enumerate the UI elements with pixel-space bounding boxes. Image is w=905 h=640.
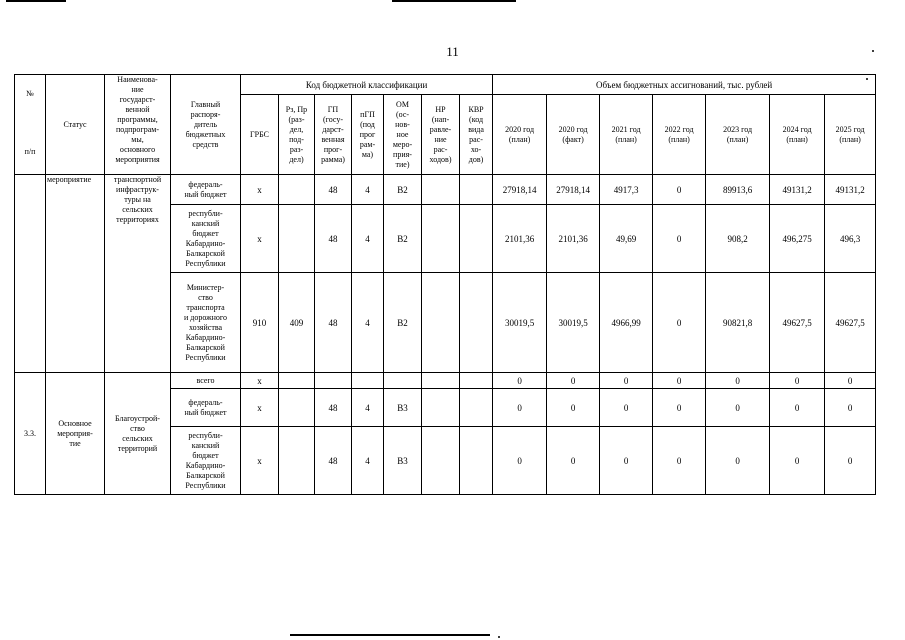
row-value: 0: [770, 373, 825, 389]
row-kvr: [460, 389, 493, 427]
row-np: [422, 389, 460, 427]
group1-name: транспортной инфраструк- туры на сельских территориях: [105, 175, 171, 373]
row-grbs: х: [241, 427, 279, 495]
row-value: 0: [770, 389, 825, 427]
row-value: 49,69: [600, 205, 653, 273]
row-value: 4966,99: [600, 273, 653, 373]
row-pgp: 4: [352, 205, 384, 273]
row-om: В2: [384, 175, 422, 205]
header-grbs: ГРБС: [241, 95, 279, 175]
row-value: 49131,2: [770, 175, 825, 205]
row-value: 89913,6: [706, 175, 770, 205]
group1-num: [15, 175, 46, 373]
group2-name: Благоустрой- ство сельских территорий: [105, 373, 171, 495]
row-gp: 48: [315, 273, 352, 373]
row-pgp: 4: [352, 427, 384, 495]
row-value: 0: [547, 427, 600, 495]
row-manager: республи- канский бюджет Кабардино- Балкарской Республики: [171, 427, 241, 495]
row-np: [422, 273, 460, 373]
row-kvr: [460, 273, 493, 373]
row-value: 0: [825, 427, 876, 495]
row-np: [422, 427, 460, 495]
row-grbs: х: [241, 175, 279, 205]
row-np: [422, 373, 460, 389]
row-pgp: 4: [352, 273, 384, 373]
header-pgp: пГП (под прог рам- ма): [352, 95, 384, 175]
budget-table: [14, 74, 876, 495]
row-om: [384, 373, 422, 389]
header-row: [15, 75, 876, 95]
row-value: 0: [653, 273, 706, 373]
header-kvr: КВР (код вида рас- хо- дов): [460, 95, 493, 175]
row-manager: всего: [171, 373, 241, 389]
row-kvr: [460, 427, 493, 495]
header-year: 2021 год (план): [600, 95, 653, 175]
header-om: ОМ (ос- нов- ное меро- прия- тие): [384, 95, 422, 175]
row-value: 0: [825, 389, 876, 427]
row-value: 27918,14: [547, 175, 600, 205]
row-rzpr: 409: [279, 273, 315, 373]
row-value: 2101,36: [493, 205, 547, 273]
row-value: 0: [653, 175, 706, 205]
row-om: В3: [384, 389, 422, 427]
table-row: [15, 373, 876, 389]
header-year: 2024 год (план): [770, 95, 825, 175]
row-om: В2: [384, 205, 422, 273]
row-pgp: 4: [352, 389, 384, 427]
row-manager: республи- канский бюджет Кабардино- Балкарской Республики: [171, 205, 241, 273]
row-gp: 48: [315, 205, 352, 273]
row-rzpr: [279, 175, 315, 205]
row-value: 0: [600, 389, 653, 427]
header-year: 2023 год (план): [706, 95, 770, 175]
row-pgp: 4: [352, 175, 384, 205]
group2-num: 3.3.: [15, 373, 46, 495]
row-om: В2: [384, 273, 422, 373]
header-manager: Главный распоря- дитель бюджетных средств: [171, 75, 241, 175]
row-value: 0: [493, 389, 547, 427]
row-rzpr: [279, 427, 315, 495]
group2-status: Основное мероприя- тие: [46, 373, 105, 495]
row-gp: [315, 373, 352, 389]
header-bk-group: Код бюджетной классификации: [241, 75, 493, 95]
row-grbs: 910: [241, 273, 279, 373]
row-rzpr: [279, 373, 315, 389]
header-year: 2020 год (факт): [547, 95, 600, 175]
row-rzpr: [279, 389, 315, 427]
table-row: [15, 175, 876, 205]
row-value: 0: [493, 373, 547, 389]
row-value: 0: [653, 373, 706, 389]
header-num-cell: [15, 75, 46, 175]
row-rzpr: [279, 205, 315, 273]
row-value: 0: [653, 427, 706, 495]
row-manager: Министер- ство транспорта и дорожного хозяйства Кабардино- Балкарской Республики: [171, 273, 241, 373]
scan-line-top-right: [392, 0, 516, 2]
row-gp: 48: [315, 427, 352, 495]
page-number: 11: [446, 44, 459, 59]
scan-line-top-left: [6, 0, 66, 2]
row-value: 496,3: [825, 205, 876, 273]
header-year: 2022 год (план): [653, 95, 706, 175]
row-value: 0: [770, 427, 825, 495]
row-manager: федераль- ный бюджет: [171, 389, 241, 427]
header-num-sub: п/п: [24, 147, 36, 156]
row-pgp: [352, 373, 384, 389]
row-om: В3: [384, 427, 422, 495]
row-value: 30019,5: [547, 273, 600, 373]
header-budget-group: Объем бюджетных ассигнований, тыс. рублей: [493, 75, 876, 95]
row-manager: федераль- ный бюджет: [171, 175, 241, 205]
row-value: 2101,36: [547, 205, 600, 273]
row-value: 908,2: [706, 205, 770, 273]
row-value: 0: [493, 427, 547, 495]
row-value: 0: [547, 373, 600, 389]
row-value: 30019,5: [493, 273, 547, 373]
row-value: 0: [706, 389, 770, 427]
row-value: 496,275: [770, 205, 825, 273]
row-kvr: [460, 175, 493, 205]
header-gp: ГП (госу- дарст- венная прог- рамма): [315, 95, 352, 175]
row-value: 0: [600, 427, 653, 495]
header-status: Статус: [46, 75, 105, 175]
header-np: НР (нап- равле- ние рас- ходов): [422, 95, 460, 175]
row-value: 49627,5: [825, 273, 876, 373]
row-grbs: х: [241, 373, 279, 389]
row-value: 0: [653, 389, 706, 427]
scan-line-bottom: [290, 634, 490, 636]
header-rzpr: Рз, Пр (раз- дел, под- раз- дел): [279, 95, 315, 175]
row-gp: 48: [315, 175, 352, 205]
row-value: 4917,3: [600, 175, 653, 205]
row-value: 49627,5: [770, 273, 825, 373]
row-kvr: [460, 205, 493, 273]
row-grbs: х: [241, 389, 279, 427]
row-gp: 48: [315, 389, 352, 427]
row-np: [422, 175, 460, 205]
row-np: [422, 205, 460, 273]
row-value: 0: [825, 373, 876, 389]
row-value: 0: [547, 389, 600, 427]
row-value: 0: [706, 427, 770, 495]
row-value: 0: [653, 205, 706, 273]
group1-status: мероприятие: [46, 175, 105, 373]
row-value: 49131,2: [825, 175, 876, 205]
row-kvr: [460, 373, 493, 389]
header-num: №: [26, 89, 34, 98]
row-value: 0: [600, 373, 653, 389]
header-program-name: Наименова- ние государст- венной программы, подпрограм- мы, основного мероприятия: [105, 75, 171, 175]
header-year: 2020 год (план): [493, 95, 547, 175]
row-value: 0: [706, 373, 770, 389]
scan-dot: [498, 636, 500, 638]
row-value: 90821,8: [706, 273, 770, 373]
header-year: 2025 год (план): [825, 95, 876, 175]
row-value: 27918,14: [493, 175, 547, 205]
row-grbs: х: [241, 205, 279, 273]
